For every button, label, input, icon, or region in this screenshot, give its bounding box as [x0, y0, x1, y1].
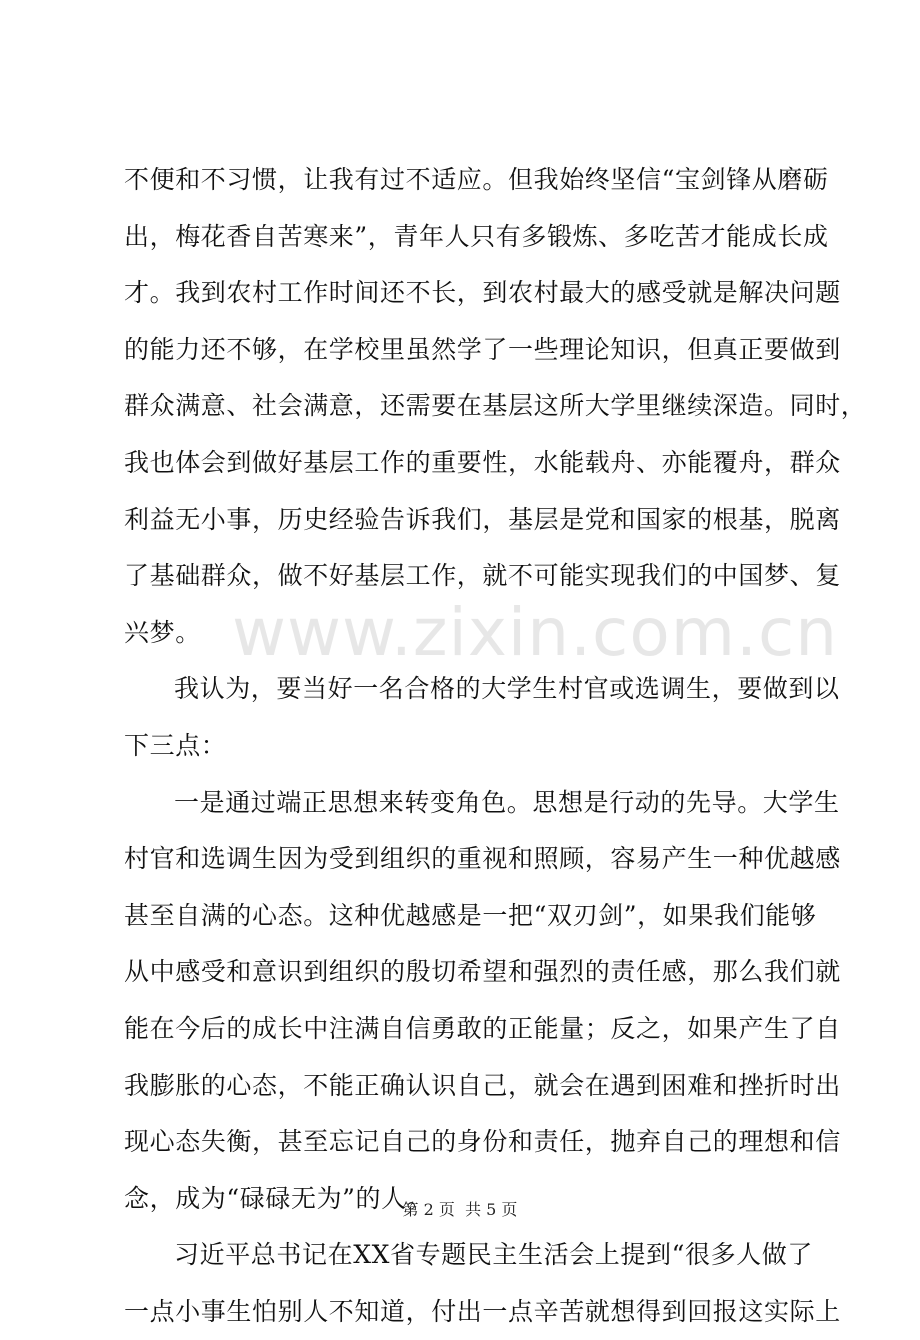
text-line: 出，梅花香自苦寒来”，青年人只有多锻炼、多吃苦才能成长成: [124, 221, 829, 251]
text-line: 习近平总书记在XX省专题民主生活会上提到“很多人做了: [174, 1240, 813, 1270]
text-line: 我膨胀的心态，不能正确认识自己，就会在遇到困难和挫折时出: [124, 1070, 841, 1100]
text-line: 下三点：: [124, 730, 227, 760]
text-line: 利益无小事，历史经验告诉我们，基层是党和国家的根基，脱离: [124, 504, 841, 534]
paragraph: [124, 661, 840, 774]
text-line: 群众满意、社会满意，还需要在基层这所大学里继续深造。同时，: [124, 391, 867, 421]
text-line: 现心态失衡，甚至忘记自己的身份和责任，抛弃自己的理想和信: [124, 1127, 841, 1157]
paragraph: [124, 1227, 841, 1340]
text-line: 我认为，要当好一名合格的大学生村官或选调生，要做到以: [174, 674, 840, 704]
text-line: 兴梦。: [124, 617, 201, 647]
text-line: 才。我到农村工作时间还不长，到农村最大的感受就是解决问题: [124, 278, 841, 308]
paragraph: [124, 152, 867, 661]
text-line: 了基础群众，做不好基层工作，就不可能实现我们的中国梦、复: [124, 561, 841, 591]
page-number: 第 2 页 共 5 页: [402, 1200, 518, 1219]
text-line: 不便和不习惯，让我有过不适应。但我始终坚信“宝剑锋从磨砺: [124, 165, 829, 194]
text-line: 村官和选调生因为受到组织的重视和照顾，容易产生一种优越感: [124, 844, 841, 874]
watermark: www.zixin.com.cn: [232, 594, 839, 671]
paragraph: [124, 775, 841, 1228]
text-line: 从中感受和意识到组织的殷切希望和强烈的责任感，那么我们就: [124, 957, 841, 987]
page-footer: [0, 1196, 920, 1224]
text-line: 念，成为“碌碌无为”的人。: [124, 1183, 433, 1213]
text-line: 能在今后的成长中注满自信勇敢的正能量；反之，如果产生了自: [124, 1013, 841, 1043]
body-text: [124, 152, 867, 1340]
text-line: 甚至自满的心态。这种优越感是一把“双刃剑”，如果我们能够: [124, 900, 817, 930]
text-line: 一是通过端正思想来转变角色。思想是行动的先导。大学生: [174, 787, 840, 817]
text-line: 的能力还不够，在学校里虽然学了一些理论知识，但真正要做到: [124, 334, 841, 364]
text-line: 我也体会到做好基层工作的重要性，水能载舟、亦能覆舟，群众: [124, 447, 841, 477]
text-line: 一点小事生怕别人不知道，付出一点辛苦就想得到回报这实际上: [124, 1296, 841, 1326]
